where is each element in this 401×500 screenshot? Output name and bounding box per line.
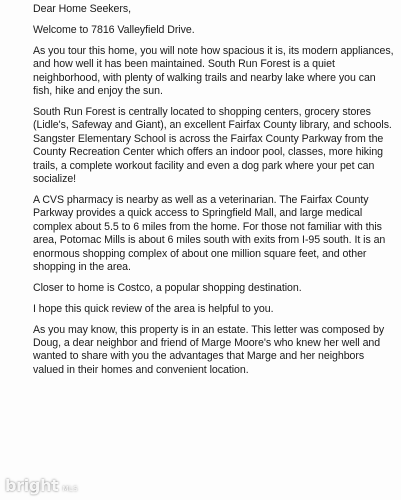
letter-body [33, 3, 395, 385]
paragraph-costco: Closer to home is Costco, a popular shopping destination. [33, 281, 302, 294]
watermark-brand: bright [5, 476, 59, 495]
paragraph-pharmacy: A CVS pharmacy is nearby as well as a veterinarian. The Fairfax County Parkway provides a quick access to Springfield Mall, and large medical complex about 5.5 to 6 miles from the home. For those not familiar with this area, Potomac Mills is about 6 miles south with exits from I-95 south. It is an enormous shopping complex of about one million square feet, and other shopping in the area. [33, 193, 386, 273]
paragraph-estate: As you may know, this property is in an estate. This letter was composed by Doug, a dear neighbor and friend of Marge Moore's who knew her well and wanted to share with you the advantages that Marge and her neighbors valued in their homes and convenient location. [33, 323, 385, 376]
welcome-line: Welcome to 7816 Valleyfield Drive. [33, 23, 195, 36]
salutation: Dear Home Seekers, [33, 3, 132, 15]
paragraph-tour: As you tour this home, you will note how spacious it is, its modern appliances, and how well it has been maintained. South Run Forest is a quiet neighborhood, with plenty of walking trails and nearby lake where you can fish, hike and enjoy the sun. [33, 44, 394, 98]
bright-mls-watermark [5, 476, 78, 495]
paragraph-location: South Run Forest is centrally located to shopping centers, grocery stores (Lidle's, Safeway and Giant), an excellent Fairfax County library, and schools. Sangster Elementary School is across the Fairfax County Parkway from the County Recreation Center which offers an indoor pool, classes, more hiking trails, a complete workout facility and even a dog park where your pet can socialize! [33, 105, 392, 185]
paragraph-review: I hope this quick review of the area is helpful to you. [33, 302, 274, 315]
watermark-mls: MLS [62, 485, 78, 493]
